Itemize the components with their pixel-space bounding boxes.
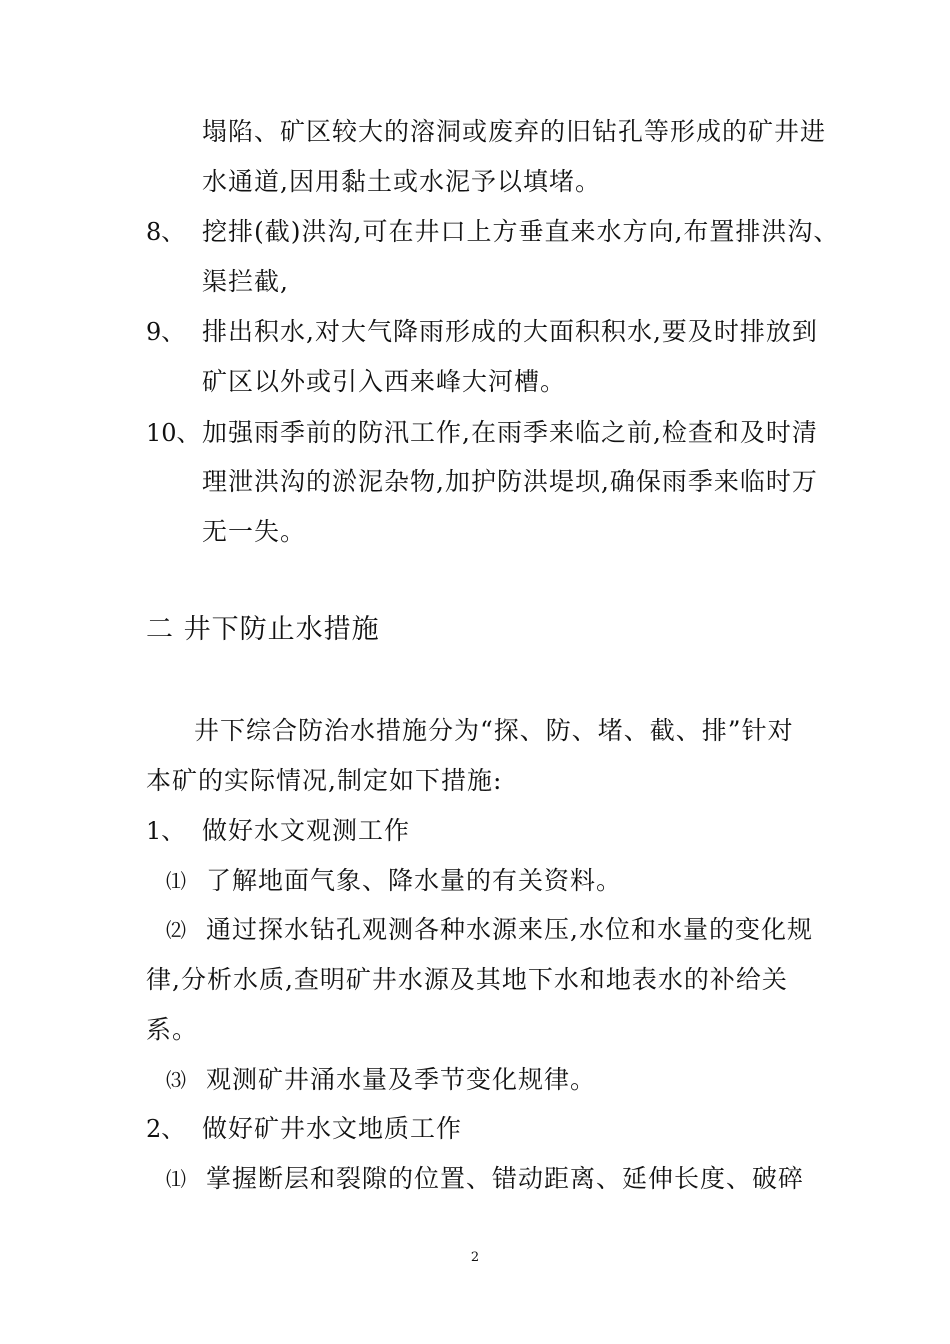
text-line: 渠拦截, [202, 267, 289, 296]
paragraph-line: 本矿的实际情况,制定如下措施: [146, 766, 503, 795]
text-line: 观测矿井涌水量及季节变化规律。 [206, 1065, 597, 1094]
text-line: 水通道,因用黏土或水泥予以填堵。 [202, 167, 601, 196]
list-title: 做好水文观测工作 [202, 816, 411, 845]
paragraph-line: 井下综合防治水措施分为“探、防、堵、截、排”针对 [194, 716, 794, 745]
text-line: 挖排(截)洪沟,可在井口上方垂直来水方向,布置排洪沟、 [202, 217, 840, 246]
sub-marker: ⑵ [166, 918, 186, 942]
sub-marker: ⑴ [166, 869, 186, 893]
list-title: 做好矿井水文地质工作 [202, 1114, 463, 1143]
list-number: 8、 [146, 218, 186, 246]
section-heading: 二 井下防止水措施 [146, 614, 380, 645]
text-line: 掌握断层和裂隙的位置、错动距离、延伸长度、破碎 [206, 1164, 805, 1193]
sub-marker: ⑶ [166, 1068, 186, 1092]
text-line: 排出积水,对大气降雨形成的大面积积水,要及时排放到 [202, 317, 818, 346]
list-number: 2、 [146, 1115, 186, 1143]
list-number: 9、 [146, 318, 186, 346]
text-line: 通过探水钻孔观测各种水源来压,水位和水量的变化规 [206, 915, 813, 944]
list-number: 10、 [146, 419, 201, 447]
sub-marker: ⑴ [166, 1167, 186, 1191]
text-line: 了解地面气象、降水量的有关资料。 [206, 866, 623, 895]
text-line: 律,分析水质,查明矿井水源及其地下水和地表水的补给关 [146, 965, 788, 994]
text-line: 无一失。 [202, 517, 307, 546]
text-line: 矿区以外或引入西来峰大河槽。 [202, 367, 567, 396]
text-line: 系。 [146, 1015, 199, 1044]
page-number: 2 [470, 1250, 480, 1265]
text-line: 塌陷、矿区较大的溶洞或废弃的旧钻孔等形成的矿井进 [202, 117, 827, 146]
text-line: 理泄洪沟的淤泥杂物,加护防洪堤坝,确保雨季来临时万 [202, 467, 818, 496]
list-number: 1、 [146, 817, 186, 845]
text-line: 加强雨季前的防汛工作,在雨季来临之前,检查和及时清 [202, 418, 818, 447]
